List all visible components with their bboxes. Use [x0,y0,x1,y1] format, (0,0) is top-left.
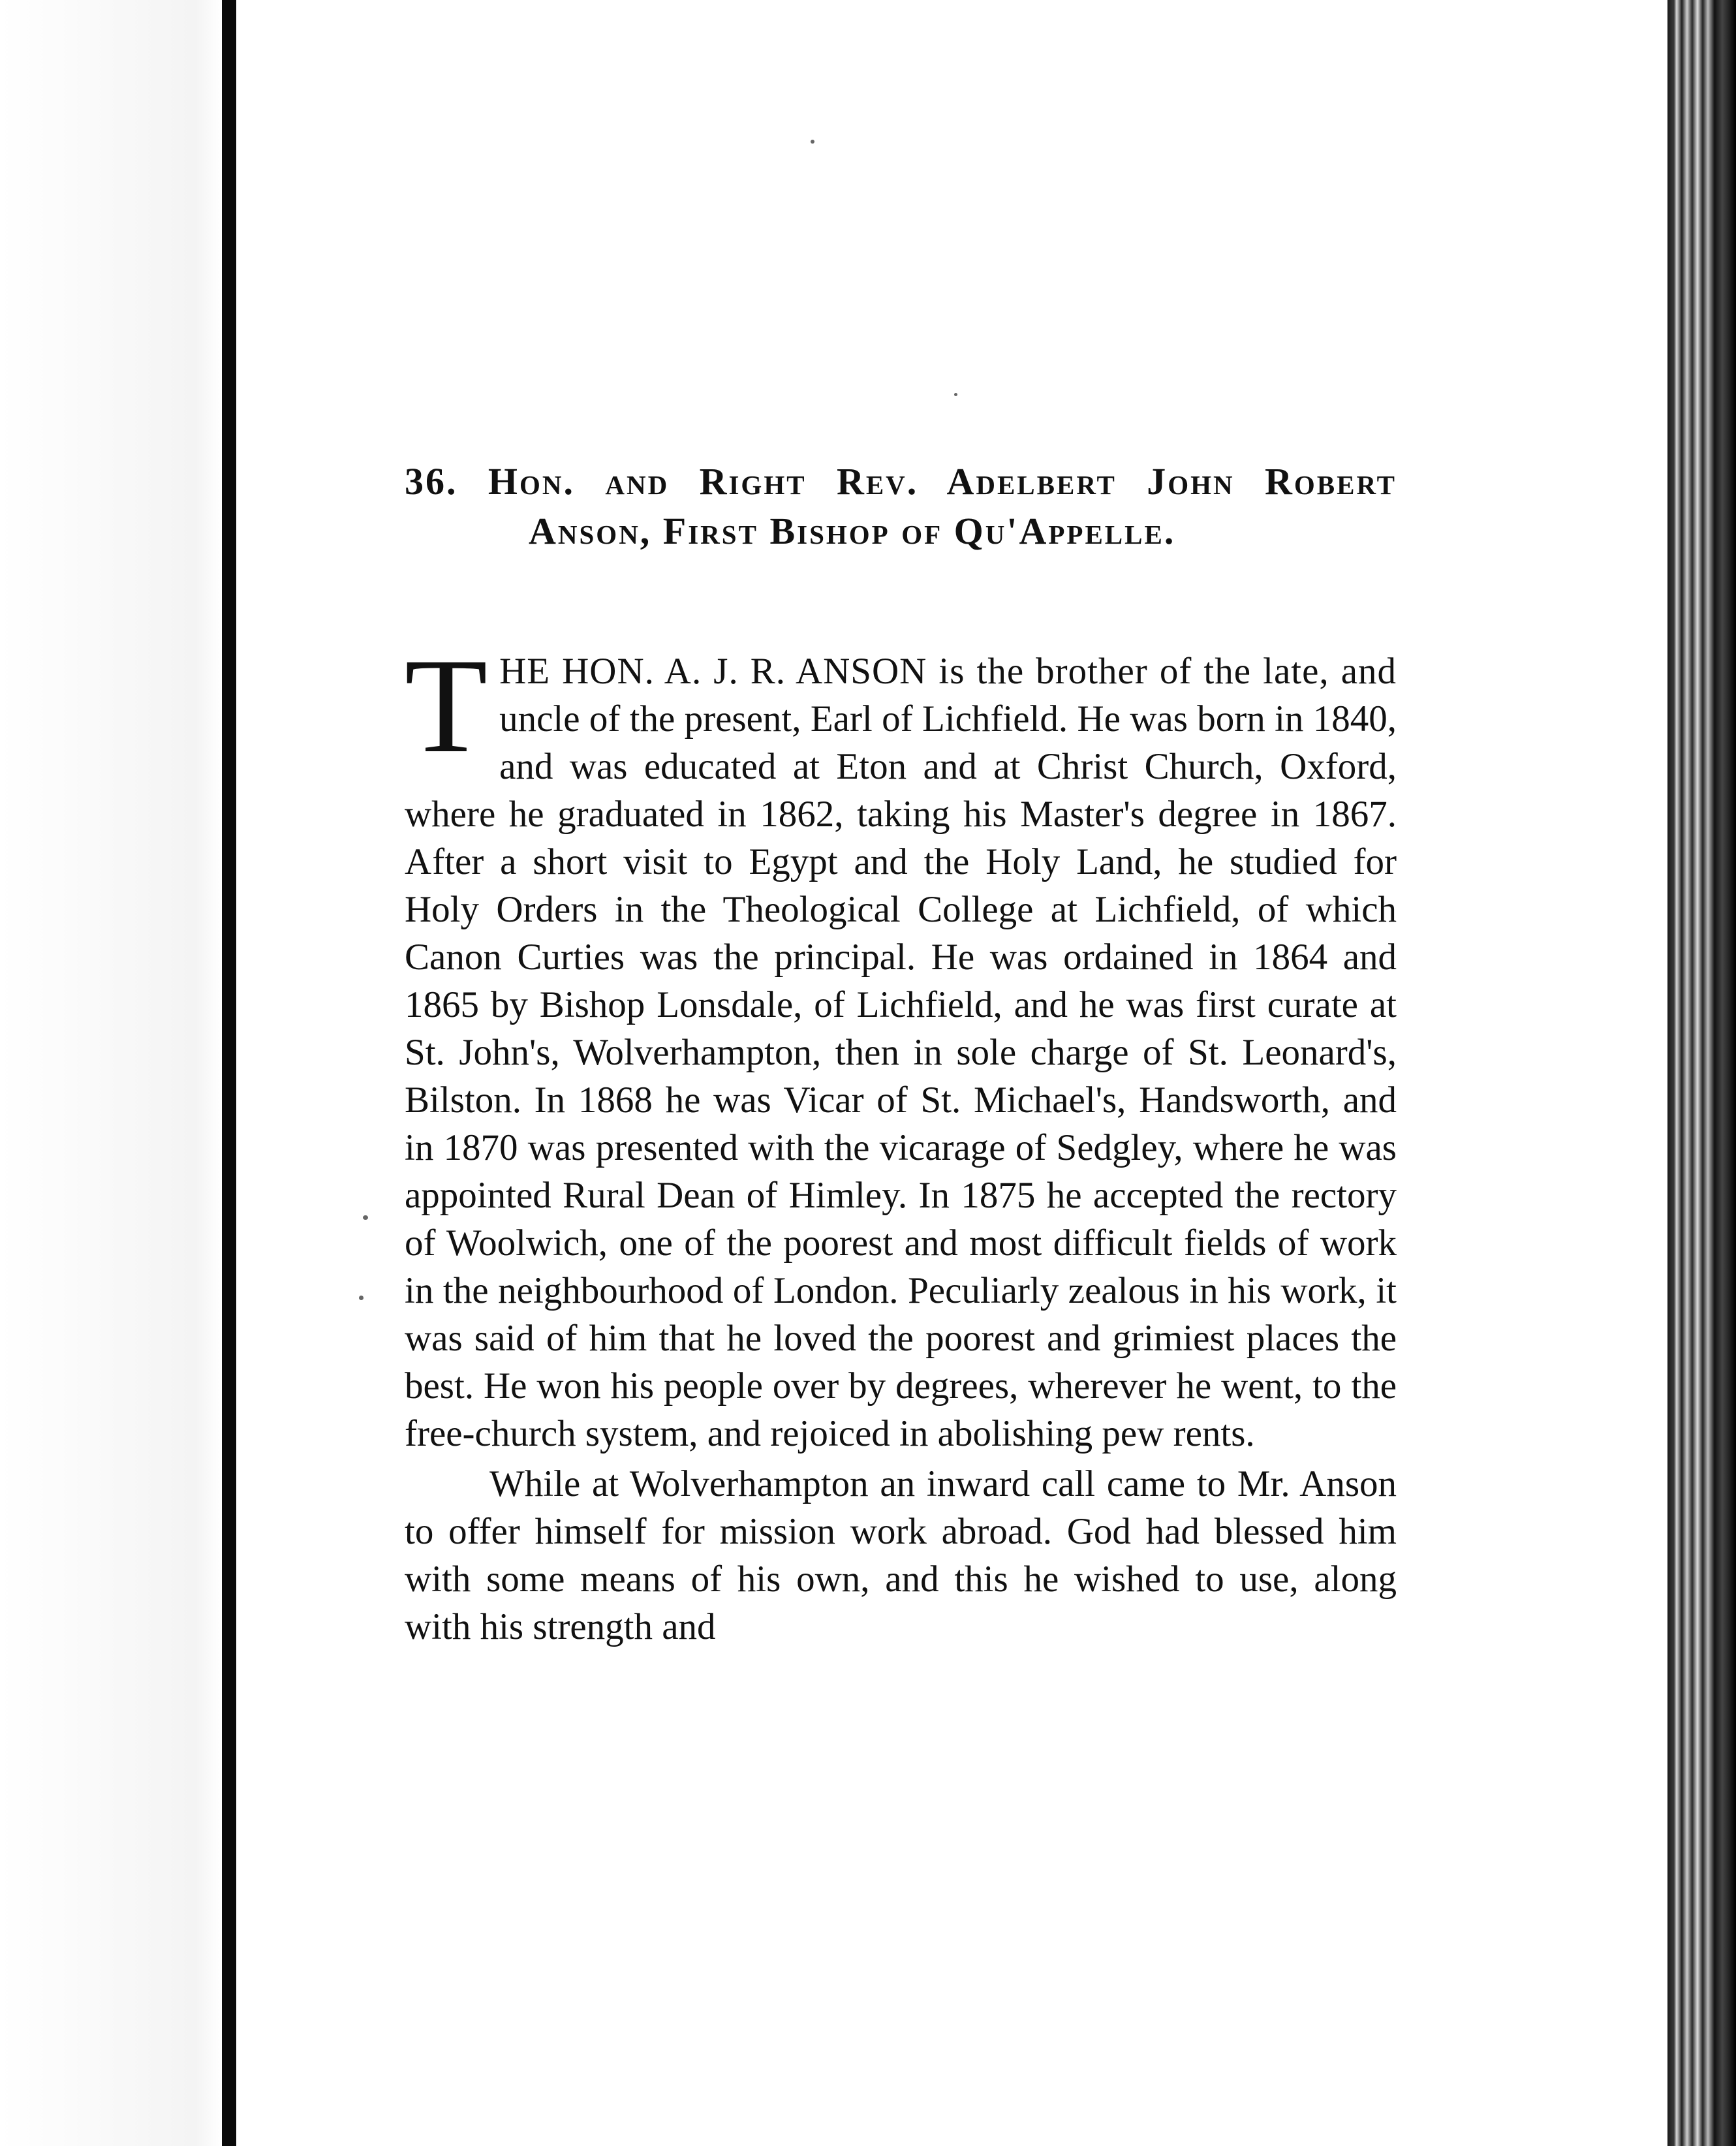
entry-heading [405,457,1397,556]
paragraph-2: While at Wolverhampton an inward call came to Mr. Anson to offer himself for mission work abroad. God had blessed him with some means of his own, and this he wished to use, along with his strength and [405,1463,1397,1647]
scan-page-margin [0,0,222,2146]
book-page [405,457,1397,1651]
book-spine-edge [222,0,236,2146]
paragraph-1 [405,630,1397,1457]
paragraph-1-body: is the brother of the late, and uncle of the present, Earl of Lichfield. He was born in 1840, and was educated at Eton and at Christ Church, Oxford, where he graduated in 1862, taking his Master's degree in 1867. After a short visit to Egypt and the Holy Land, he studied for Holy Orders in the Theological College at Lichfield, of which Canon Curties was the principal. He was ordained in 1864 and 1865 by Bishop Lonsdale, of Lichfield, and he was first curate at St. John's, Wolverhampton, then in sole charge of St. Leonard's, Bilston. In 1868 he was Vicar of St. Michael's, Handsworth, and in 1870 was presented with the vicarage of Sedgley, where he was appointed Rural Dean of Himley. In 1875 he accepted the rectory of Woolwich, one of the poorest and most difficult fields of work in the neighbourhood of London. Peculiarly zealous in his work, it was said of him that he loved the poorest and grimiest places the best. He won his people over by degrees, wherever he went, to the free-church system, and rejoiced in abolishing pew rents. [405,651,1397,1454]
lead-in: HE HON. A. J. R. ANSON [499,651,927,692]
entry-heading-line-1 [405,457,1397,506]
scan-speck [811,140,814,144]
book-fore-edge [1667,0,1736,2146]
scan-speck [954,393,957,396]
drop-cap: T [405,630,488,781]
entry-title-line-2: Anson, First Bishop of Qu'Appelle. [529,510,1176,552]
entry-title-line-1: Hon. and Right Rev. Adelbert John Robert [488,460,1397,503]
scan-speck [363,1215,368,1220]
biography-text [405,630,1397,1651]
scan-speck [359,1296,364,1300]
entry-number: 36. [405,460,458,503]
